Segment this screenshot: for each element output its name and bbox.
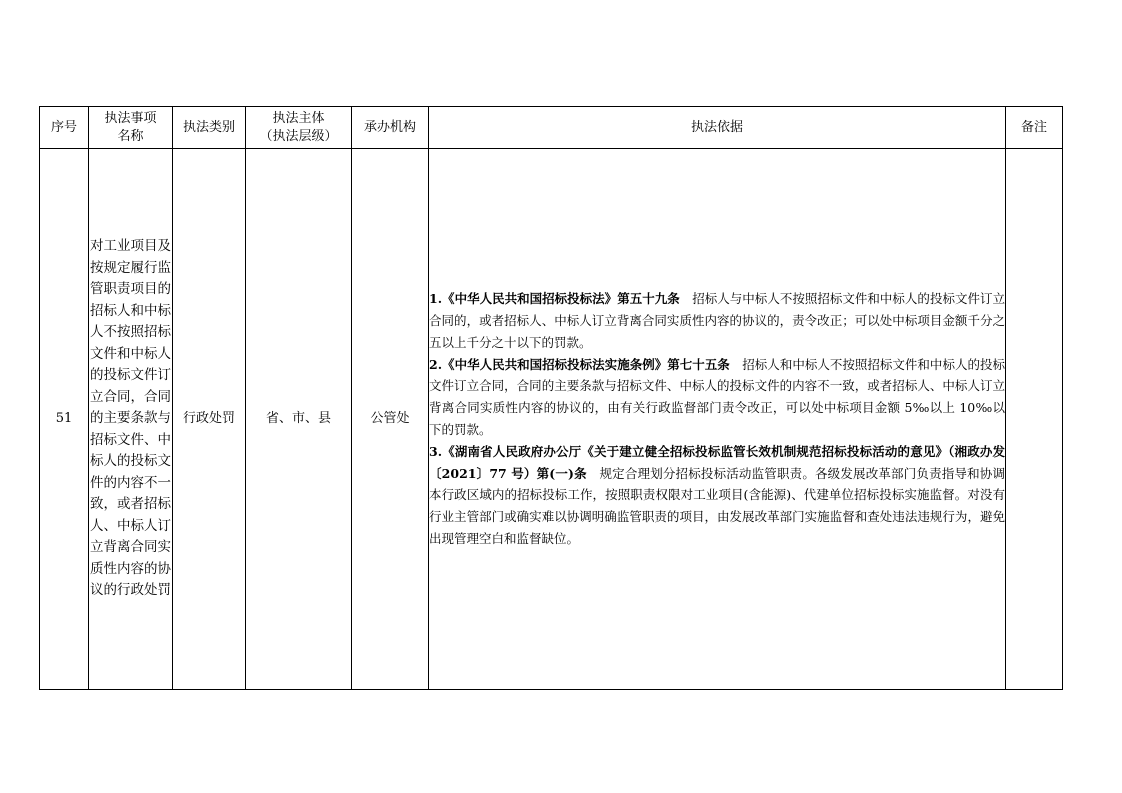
header-category: 执法类别 [173, 107, 246, 149]
table-header-row [40, 107, 1063, 149]
header-remark: 备注 [1006, 107, 1063, 149]
header-subject-line2: （执法层级） [259, 128, 338, 144]
basis-clause-1-citation: 1.《中华人民共和国招标投标法》第五十九条 [429, 291, 680, 307]
basis-clause-3 [429, 441, 1005, 550]
row-basis [429, 149, 1006, 690]
header-item-name [89, 107, 173, 149]
header-item-name-line1: 执法事项 [104, 110, 157, 126]
header-item-name-line2: 名称 [117, 128, 144, 144]
enforcement-table [39, 106, 1063, 690]
basis-clause-2-citation: 2.《中华人民共和国招标投标法实施条例》第七十五条 [429, 356, 730, 372]
header-agency: 承办机构 [352, 107, 429, 149]
row-subject: 省、市、县 [246, 149, 352, 690]
row-category: 行政处罚 [173, 149, 246, 690]
basis-clause-2-text: 招标人和中标人不按照招标文件和中标人的投标文件订立合同，合同的主要条款与招标文件、中标人的投标文件的内容不一致，或者招标人、中标人订立背离合同实质性内容的协议的，由有关行政监督部门责令改正，可以处中标项目金额 5‰以上 10‰以下的罚款。 [429, 356, 1005, 437]
header-subject [246, 107, 352, 149]
basis-clause-3-citation: 3.《湖南省人民政府办公厅《关于建立健全招标投标监管长效机制规范招标投标活动的意见》（湘政办发〔2021〕77 号）第(一)条 [429, 443, 1005, 481]
row-remark [1006, 149, 1063, 690]
header-seq: 序号 [40, 107, 89, 149]
header-subject-line1: 执法主体 [272, 110, 325, 126]
basis-clause-1-text: 招标人与中标人不按照招标文件和中标人的投标文件订立合同的，或者招标人、中标人订立背离合同实质性内容的协议的，责令改正；可以处中标项目金额千分之五以上千分之十以下的罚款。 [429, 291, 1005, 350]
row-item-name: 对工业项目及按规定履行监管职责项目的招标人和中标人不按照招标文件和中标人的投标文件订立合同，合同的主要条款与招标文件、中标人的投标文件的内容不一致，或者招标人、中标人订立背离合同实质性内容的协议的行政处罚 [89, 149, 173, 690]
row-agency: 公管处 [352, 149, 429, 690]
basis-clause-1 [429, 288, 1005, 353]
basis-clause-2 [429, 354, 1005, 441]
row-seq: 51 [40, 149, 89, 690]
basis-clause-3-text: 规定合理划分招标投标活动监管职责。各级发展改革部门负责指导和协调本行政区域内的招标投标工作，按照职责权限对工业项目(含能源)、代建单位招标投标实施监督。对没有行业主管部门或确实难以协调明确监管职责的项目，由发展改革部门实施监督和查处违法违规行为，避免出现管理空白和监督缺位。 [429, 465, 1005, 546]
header-basis: 执法依据 [429, 107, 1006, 149]
table-row [40, 149, 1063, 690]
